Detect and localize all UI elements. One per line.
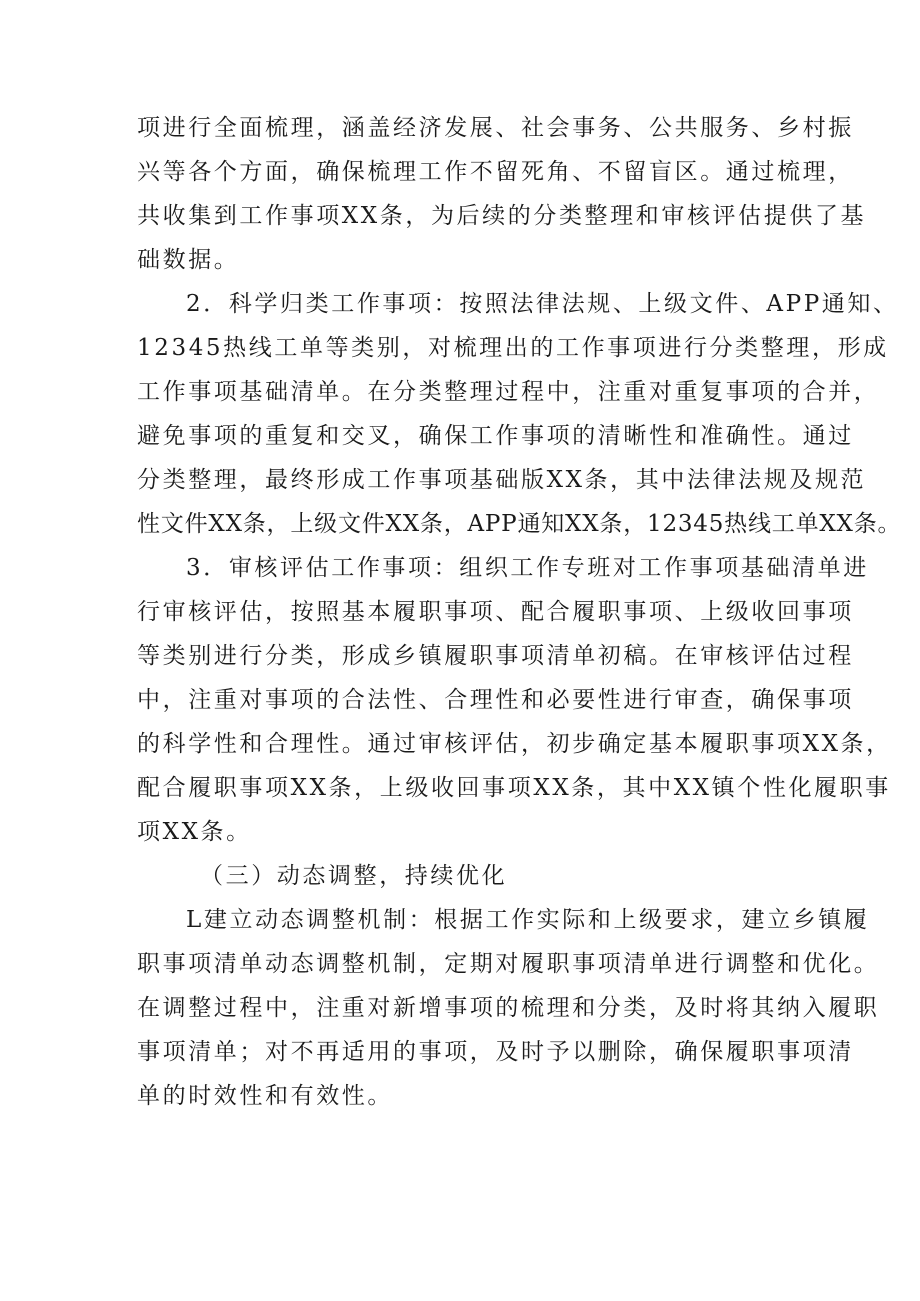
- text-line: 共收集到工作事项XX条，为后续的分类整理和审核评估提供了基: [137, 203, 867, 229]
- text-line: 中，注重对事项的合法性、合理性和必要性进行审查，确保事项: [137, 687, 854, 713]
- text-line: 等类别进行分类，形成乡镇履职事项清单初稿。在审核评估过程: [137, 643, 854, 669]
- text-line: 避免事项的重复和交叉，确保工作事项的清晰性和准确性。通过: [137, 423, 854, 449]
- text-line: 的科学性和合理性。通过审核评估，初步确定基本履职事项XX条，: [137, 731, 892, 757]
- text-line: 项XX条。: [137, 819, 252, 845]
- section-heading: （三）动态调整，持续优化: [200, 863, 508, 889]
- text-line: 在调整过程中，注重对新增事项的梳理和分类，及时将其纳入履职: [137, 995, 880, 1021]
- text-line: 工作事项基础清单。在分类整理过程中，注重对重复事项的合并，: [137, 379, 880, 405]
- text-line: 职事项清单动态调整机制，定期对履职事项清单进行调整和优化。: [137, 951, 880, 977]
- item-3-heading-line: 3．审核评估工作事项：组织工作专班对工作事项基础清单进: [186, 555, 869, 581]
- text-line: 行审核评估，按照基本履职事项、配合履职事项、上级收回事项: [137, 599, 854, 625]
- text-line: 兴等各个方面，确保梳理工作不留死角、不留盲区。通过梳理，: [137, 159, 854, 185]
- text-line: 12345热线工单等类别，对梳理出的工作事项进行分类整理，形成: [137, 335, 889, 361]
- text-line: 分类整理，最终形成工作事项基础版XX条，其中法律法规及规范: [137, 467, 867, 493]
- item-1-heading-line: L建立动态调整机制：根据工作实际和上级要求，建立乡镇履: [186, 907, 870, 933]
- text-line: 配合履职事项XX条，上级收回事项XX条，其中XX镇个性化履职事: [137, 775, 891, 801]
- text-line: 础数据。: [137, 247, 240, 273]
- text-line: 单的时效性和有效性。: [137, 1083, 393, 1109]
- text-line: 事项清单；对不再适用的事项，及时予以删除，确保履职事项清: [137, 1039, 854, 1065]
- text-line: 项进行全面梳理，涵盖经济发展、社会事务、公共服务、乡村振: [137, 115, 854, 141]
- text-line: 性文件XX条，上级文件XX条，APP通知XX条，12345热线工单XX条。: [137, 511, 902, 537]
- item-2-heading-line: 2．科学归类工作事项：按照法律法规、上级文件、APP通知、: [186, 291, 899, 317]
